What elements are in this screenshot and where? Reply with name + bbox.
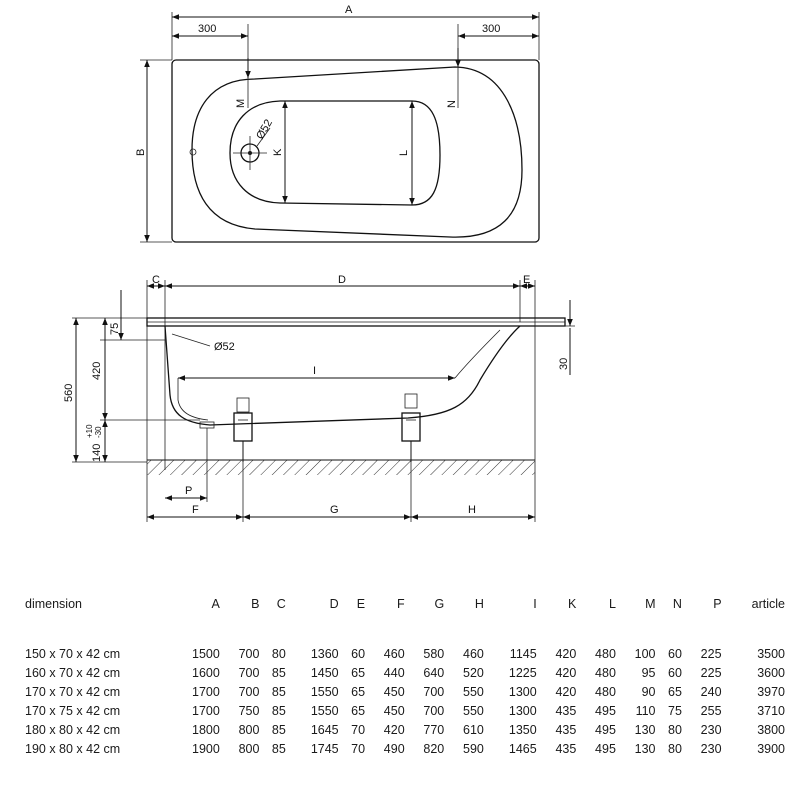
cell-dimension: 150 x 70 x 42 cm — [25, 646, 121, 661]
cell-value: 85 — [271, 703, 286, 718]
cell-value: 1550 — [310, 684, 339, 699]
cell-value: 550 — [463, 703, 484, 718]
cell-dimension: 170 x 75 x 42 cm — [25, 703, 121, 718]
cell-value: 1145 — [509, 646, 537, 661]
tub-outline-top — [172, 60, 539, 242]
cell-value: 450 — [383, 684, 405, 699]
table-row — [25, 682, 785, 701]
dim-140-label: 140 — [91, 443, 103, 462]
dim-d-label: D — [338, 274, 346, 286]
column-header-n: N — [672, 597, 682, 611]
cell-value: 640 — [423, 665, 445, 680]
column-header-c: C — [276, 597, 286, 611]
cell-value: 240 — [700, 684, 722, 699]
dim-420-label: 420 — [91, 361, 103, 380]
cell-value: 700 — [238, 665, 260, 680]
dim-300-left-label: 300 — [198, 23, 217, 35]
dim-b-label: B — [135, 148, 147, 156]
cell-value: 1700 — [192, 703, 220, 718]
table-header-row — [25, 594, 785, 614]
cell-value: 85 — [271, 741, 286, 756]
column-header-l: L — [608, 597, 616, 611]
table-row — [25, 644, 785, 663]
cell-value: 480 — [595, 665, 616, 680]
overflow-icon — [190, 149, 196, 155]
dim-560-label: 560 — [63, 383, 75, 402]
cell-value: 95 — [641, 665, 656, 680]
cell-value: 420 — [555, 684, 577, 699]
cell-value: 1465 — [508, 741, 537, 756]
cell-value: 1900 — [192, 741, 220, 756]
column-header-m: M — [645, 597, 656, 611]
cell-value: 520 — [463, 665, 484, 680]
cell-value: 85 — [271, 665, 286, 680]
cell-value: 700 — [423, 684, 445, 699]
cell-value: 750 — [238, 703, 260, 718]
cell-value: 700 — [238, 684, 260, 699]
right-foot — [402, 394, 420, 462]
cell-value: 450 — [383, 703, 405, 718]
cell-value: 230 — [700, 741, 722, 756]
cell-value: 65 — [351, 665, 366, 680]
cell-value: 130 — [634, 741, 656, 756]
dim-l-label: L — [398, 149, 410, 156]
column-header-i: I — [533, 597, 537, 611]
dim-n-label: N — [446, 100, 458, 108]
cell-value: 65 — [351, 684, 366, 699]
cell-value: 590 — [463, 741, 484, 756]
cell-value: 75 — [668, 703, 682, 718]
cell-value: 480 — [595, 684, 616, 699]
cell-value: 100 — [634, 646, 656, 661]
cell-value: 3600 — [757, 665, 785, 680]
cell-value: 225 — [700, 665, 722, 680]
column-header-g: G — [434, 597, 445, 611]
cell-value: 3800 — [757, 722, 785, 737]
cell-value: 1225 — [508, 665, 537, 680]
cell-value: 580 — [423, 646, 445, 661]
cell-dimension: 170 x 70 x 42 cm — [25, 684, 121, 699]
dim-p-label: P — [185, 485, 193, 497]
column-header-dimension: dimension — [25, 597, 82, 611]
cell-value: 60 — [668, 665, 682, 680]
column-header-e: E — [356, 597, 366, 611]
drain-dia-label-side: Ø52 — [214, 341, 235, 353]
table-row — [25, 739, 785, 758]
cell-value: 770 — [423, 722, 445, 737]
table-spacer — [25, 614, 785, 644]
column-header-article: article — [751, 597, 785, 611]
dim-i-label: I — [313, 365, 317, 377]
cell-value: 460 — [463, 646, 484, 661]
dim-k-label: K — [272, 148, 284, 156]
cell-value: 1500 — [192, 646, 220, 661]
dimension-table — [25, 594, 785, 758]
cell-value: 1350 — [508, 722, 537, 737]
cell-value: 800 — [238, 722, 260, 737]
cell-value: 225 — [700, 646, 722, 661]
cell-value: 420 — [555, 665, 577, 680]
cell-value: 3970 — [757, 684, 785, 699]
dim-e-label: E — [523, 274, 531, 286]
cell-value: 420 — [555, 646, 577, 661]
cell-value: 1360 — [310, 646, 339, 661]
column-header-h: H — [474, 597, 484, 611]
cell-value: 130 — [634, 722, 656, 737]
cell-value: 85 — [271, 722, 286, 737]
dim-a-label: A — [345, 4, 353, 16]
cell-value: 3710 — [757, 703, 785, 718]
top-view — [135, 4, 539, 242]
column-header-b: B — [251, 597, 260, 611]
cell-value: 440 — [383, 665, 405, 680]
cell-value: 1550 — [310, 703, 339, 718]
cell-value: 700 — [423, 703, 445, 718]
column-header-a: A — [211, 597, 220, 611]
cell-value: 1600 — [192, 665, 220, 680]
cell-value: 1450 — [310, 665, 339, 680]
cell-value: 85 — [271, 684, 286, 699]
cell-value: 65 — [351, 703, 366, 718]
cell-value: 255 — [700, 703, 722, 718]
cell-value: 65 — [668, 684, 682, 699]
dim-75-label: 75 — [109, 322, 121, 335]
cell-value: 480 — [595, 646, 616, 661]
cell-value: 435 — [555, 722, 577, 737]
cell-value: 490 — [383, 741, 405, 756]
dim-f-label: F — [192, 504, 199, 516]
cell-value: 3900 — [757, 741, 785, 756]
cell-value: 80 — [668, 722, 682, 737]
table-row — [25, 663, 785, 682]
cell-dimension: 190 x 80 x 42 cm — [25, 741, 121, 756]
dim-140-tol-plus: +10 — [85, 424, 94, 438]
cell-value: 800 — [238, 741, 260, 756]
cell-value: 60 — [668, 646, 682, 661]
table-row — [25, 701, 785, 720]
table-row — [25, 720, 785, 739]
side-view — [63, 274, 575, 522]
column-header-p: P — [713, 597, 722, 611]
cell-value: 1300 — [508, 684, 537, 699]
cell-value: 495 — [595, 741, 616, 756]
cell-dimension: 180 x 80 x 42 cm — [25, 722, 121, 737]
cell-value: 435 — [555, 741, 577, 756]
cell-value: 1300 — [508, 703, 537, 718]
dim-300-right-label: 300 — [482, 23, 501, 35]
cell-value: 1700 — [192, 684, 220, 699]
cell-value: 495 — [595, 722, 616, 737]
cell-value: 90 — [641, 684, 656, 699]
cell-value: 1745 — [310, 741, 339, 756]
cell-value: 1800 — [192, 722, 220, 737]
cell-value: 80 — [271, 646, 286, 661]
cell-value: 230 — [700, 722, 722, 737]
cell-value: 3500 — [757, 646, 785, 661]
dim-m-label: M — [235, 98, 247, 108]
cell-value: 60 — [351, 646, 366, 661]
cell-value: 700 — [238, 646, 260, 661]
column-header-d: D — [329, 597, 339, 611]
column-header-f: F — [397, 597, 405, 611]
cell-value: 80 — [668, 741, 682, 756]
cell-value: 610 — [463, 722, 484, 737]
floor-hatch — [147, 460, 535, 475]
dim-h-label: H — [468, 504, 476, 516]
dim-c-label: C — [152, 274, 160, 286]
dim-g-label: G — [330, 504, 339, 516]
dim-30-label: 30 — [558, 357, 570, 370]
cell-value: 420 — [383, 722, 405, 737]
dim-140-tol-minus: -30 — [94, 426, 103, 438]
cell-value: 460 — [383, 646, 405, 661]
cell-value: 820 — [423, 741, 445, 756]
cell-value: 110 — [635, 703, 656, 718]
cell-value: 550 — [463, 684, 484, 699]
column-header-k: K — [567, 597, 577, 611]
cell-dimension: 160 x 70 x 42 cm — [25, 665, 121, 680]
cell-value: 435 — [555, 703, 577, 718]
cell-value: 70 — [351, 722, 366, 737]
left-foot — [234, 398, 252, 462]
drain-dia-label-top: Ø52 — [254, 117, 275, 142]
cell-value: 495 — [595, 703, 616, 718]
cell-value: 1645 — [310, 722, 339, 737]
cell-value: 70 — [351, 741, 366, 756]
